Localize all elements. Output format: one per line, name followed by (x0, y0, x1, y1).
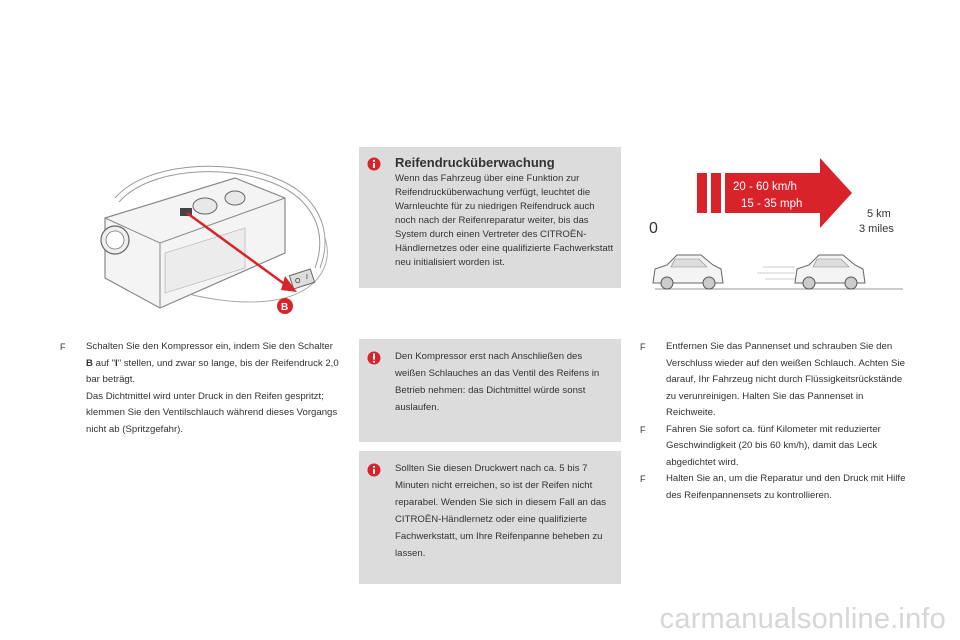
list-item (640, 339, 908, 422)
switch-label-i: I (306, 274, 308, 281)
info-box-title: Reifendrucküberwachung (395, 155, 555, 170)
compressor-illustration (85, 158, 340, 323)
bullet-marker: F (640, 474, 646, 484)
bullet-marker: F (640, 342, 646, 352)
speed-mph: 15 - 35 mph (741, 198, 803, 210)
warning-text: Den Kompressor erst nach Anschließen des weißen Schlauches an das Ventil des Reifens in Betrieb nehmen: das Dichtmittel würde sonst auslaufen. (395, 351, 600, 413)
info-icon (367, 463, 381, 477)
info-box-repair-text: Sollten Sie diesen Druckwert nach ca. 5 bis 7 Minuten nicht erreichen, so ist der Reifen nicht reparabel. Wenden Sie sich in diesem Fall an das CITROËN-Händlernetz oder eine qualifizierte Fachwerkstatt, um Ihre Reifenpanne beheben zu lassen. (395, 463, 607, 559)
speed-distance-diagram (645, 155, 905, 290)
instruction-text: Fahren Sie sofort ca. fünf Kilometer mit reduzierter Geschwindigkeit (20 bis 60 km/h), damit das Leck abgedichtet wird. (666, 423, 881, 468)
switch-label-o: O (295, 278, 301, 285)
left-column-text (60, 339, 340, 438)
start-label: 0 (649, 220, 658, 237)
label-b: B (281, 302, 289, 313)
instruction-text: auf " (92, 357, 116, 369)
warning-box (359, 339, 621, 442)
bullet-marker: F (640, 424, 646, 435)
car-icon-end (757, 255, 865, 289)
info-box-text: Wenn das Fahrzeug über eine Funktion zur Reifendrucküberwachung verfügt, leuchtet die Warnleuchte für zu niedrigen Reifendruck auch noch nach der Reifenreparatur weiter, bis das System durch einen Vertreter des CITROËN-Händlernetzes oder eine qualifizierte Fachwerkstatt neu initialisiert worden ist. (395, 173, 614, 268)
info-box-repair (359, 451, 621, 584)
instruction-text: Halten Sie an, um die Reparatur und den Druck mit Hilfe des Reifenpannensets zu kontrollieren. (666, 473, 906, 501)
switch-i-ref: I (115, 357, 118, 369)
distance-km: 5 km (867, 208, 891, 220)
list-item (640, 422, 908, 472)
bullet-marker: F (60, 342, 66, 352)
instruction-text: Schalten Sie den Kompressor ein, indem Sie den Schalter (86, 341, 333, 352)
watermark: carmanualsonline.info (659, 603, 946, 635)
car-icon-start (653, 255, 723, 289)
info-icon (367, 157, 381, 171)
info-box-tire-pressure (359, 147, 621, 288)
switch-b-ref: B (86, 357, 93, 369)
instruction-text: " stellen, und zwar so lange, bis der Reifendruck 2,0 bar beträgt. (86, 357, 339, 385)
warning-icon (367, 351, 381, 365)
speed-kmh: 20 - 60 km/h (733, 181, 797, 193)
right-column-text (640, 339, 908, 504)
instruction-text: Entfernen Sie das Pannenset und schrauben Sie den Verschluss wieder auf den weißen Schlauch. Achten Sie darauf, Ihr Fahrzeug nicht durch Flüssigkeitsrückstände zu verunreinigen. Halten Sie das Pannenset in Reichweite. (666, 341, 905, 418)
distance-miles: 3 miles (859, 223, 894, 235)
list-item (640, 471, 908, 504)
instruction-continuation: Das Dichtmittel wird unter Druck in den Reifen gespritzt; klemmen Sie den Ventilschlauch während dieses Vorgangs nicht ab (Spritzgefahr). (86, 390, 338, 435)
